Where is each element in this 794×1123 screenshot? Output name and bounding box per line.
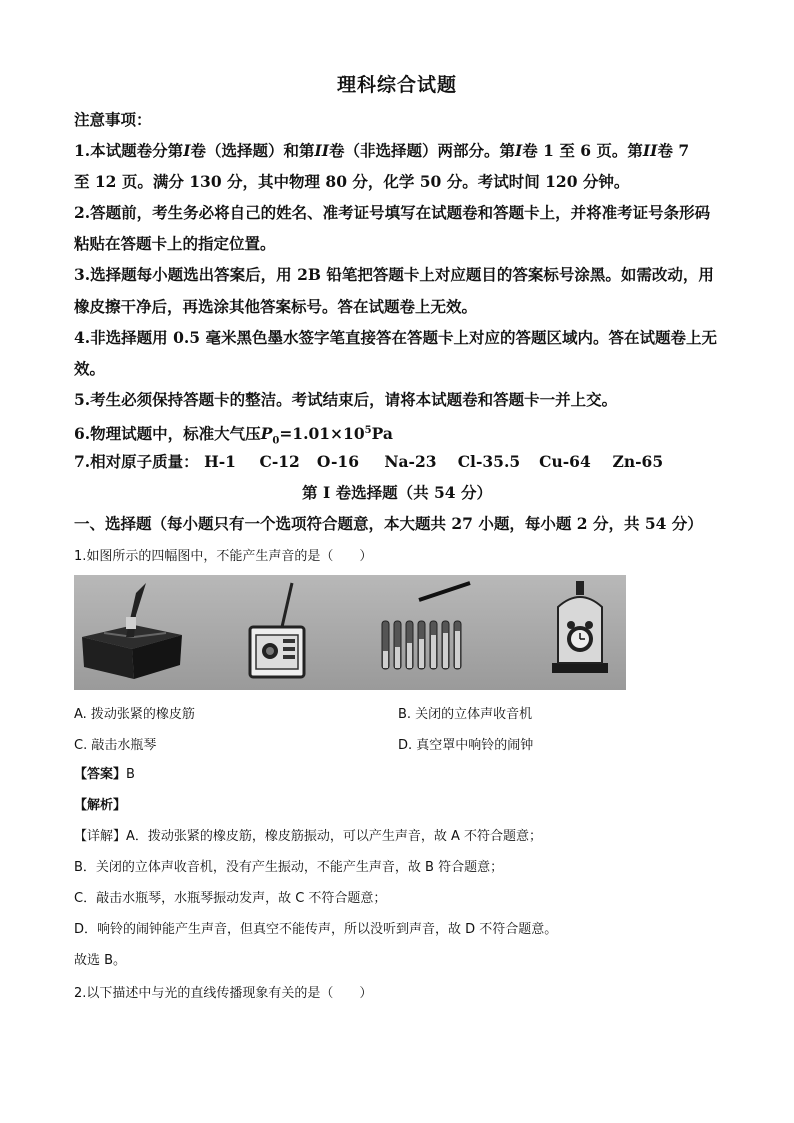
section-title: 第 I 卷选择题（共 54 分） — [302, 483, 492, 502]
notice-4-line-1: 4.非选择题用 0.5 毫米黑色墨水签字笔直接答在答题卡上对应的答题区域内。答在试题卷上无 — [74, 328, 717, 347]
option-a: A. 拨动张紧的橡皮筋 — [74, 707, 195, 722]
element-mass: C-12 — [259, 452, 300, 471]
detail-line-1: 【详解】A．拨动张紧的橡皮筋，橡皮筋振动，可以产生声音，故 A 不符合题意； — [74, 829, 543, 844]
option-b: B. 关闭的立体声收音机 — [398, 707, 533, 722]
analysis-label: 【解析】 — [74, 798, 127, 813]
notice-2-line-1: 2.答题前，考生务必将自己的姓名、准考证号填写在试题卷和答题卡上，并将准考证号条形码 — [74, 203, 711, 222]
notice-1-line-1 — [74, 141, 689, 161]
notice-1-text-e: 卷 7 — [657, 141, 690, 160]
notice-1-text-d: 卷 1 至 6 页。第 — [522, 141, 643, 160]
notice-4-line-2: 效。 — [74, 359, 106, 378]
notice-1-text-a: 1.本试题卷分第 — [74, 141, 184, 160]
notice-6-text-a: 6.物理试题中，标准大气压 — [74, 424, 261, 444]
roman-one: I — [515, 141, 523, 160]
question-1-figure — [74, 575, 626, 690]
roman-one: I — [183, 141, 191, 160]
detail-line-4: D．响铃的闹钟能产生声音，但真空不能传声，所以没听到声音，故 D 不符合题意。 — [74, 922, 558, 937]
exponent: 5 — [364, 425, 372, 436]
notice-1-line-2: 至 12 页。满分 130 分，其中物理 80 分，化学 50 分。考试时间 120 分钟。 — [74, 172, 630, 191]
notice-6-unit: Pa — [371, 424, 393, 444]
pressure-symbol: P — [260, 424, 273, 444]
question-1: 1.如图所示的四幅图中，不能产生声音的是（ ） — [74, 549, 373, 564]
pressure-subscript: 0 — [272, 435, 280, 447]
answer-line — [74, 765, 135, 785]
option-c: C. 敲击水瓶琴 — [74, 738, 157, 753]
element-mass: Cu-64 — [539, 452, 591, 471]
notice-3-line-1: 3.选择题每小题选出答案后，用 2B 铅笔把答题卡上对应题目的答案标号涂黑。如需改动，用 — [74, 265, 714, 284]
notice-7-label: 7.相对原子质量： — [74, 452, 199, 471]
notice-heading: 注意事项： — [74, 110, 152, 129]
element-mass: H-1 — [204, 452, 236, 471]
notice-1-text-b: 卷（选择题）和第 — [190, 141, 315, 160]
notice-2-line-2: 粘贴在答题卡上的指定位置。 — [74, 234, 276, 253]
notice-7 — [74, 452, 663, 472]
notice-1-text-c: 卷（非选择题）两部分。第 — [328, 141, 515, 160]
element-mass: Zn-65 — [612, 452, 664, 471]
notice-6-text-b: =1.01×10 — [279, 424, 365, 444]
part-one-heading: 一、选择题（每小题只有一个选项符合题意，本大题共 27 小题，每小题 2 分，共 54 分） — [74, 514, 703, 533]
roman-two: II — [314, 141, 329, 160]
element-mass: Cl-35.5 — [457, 452, 521, 471]
notice-5: 5.考生必须保持答题卡的整洁。考试结束后，请将本试题卷和答题卡一并上交。 — [74, 390, 618, 409]
roman-two: II — [642, 141, 658, 160]
answer-label: 【答案】 — [74, 767, 127, 782]
option-d: D. 真空罩中响铃的闹钟 — [398, 738, 534, 753]
detail-line-3: C．敲击水瓶琴，水瓶琴振动发声，故 C 不符合题意； — [74, 891, 387, 906]
answer-value: B — [126, 767, 135, 782]
conclusion: 故选 B。 — [74, 953, 127, 968]
detail-line-2: B．关闭的立体声收音机，没有产生振动，不能产生声音，故 B 符合题意； — [74, 860, 504, 875]
question-2: 2.以下描述中与光的直线传播现象有关的是（ ） — [74, 986, 373, 1001]
page-title: 理科综合试题 — [336, 74, 457, 96]
element-mass: Na-23 — [384, 452, 437, 471]
element-mass: O-16 — [316, 452, 359, 471]
notice-3-line-2: 橡皮擦干净后，再选涂其他答案标号。答在试题卷上无效。 — [74, 297, 478, 316]
notice-6 — [74, 421, 393, 451]
